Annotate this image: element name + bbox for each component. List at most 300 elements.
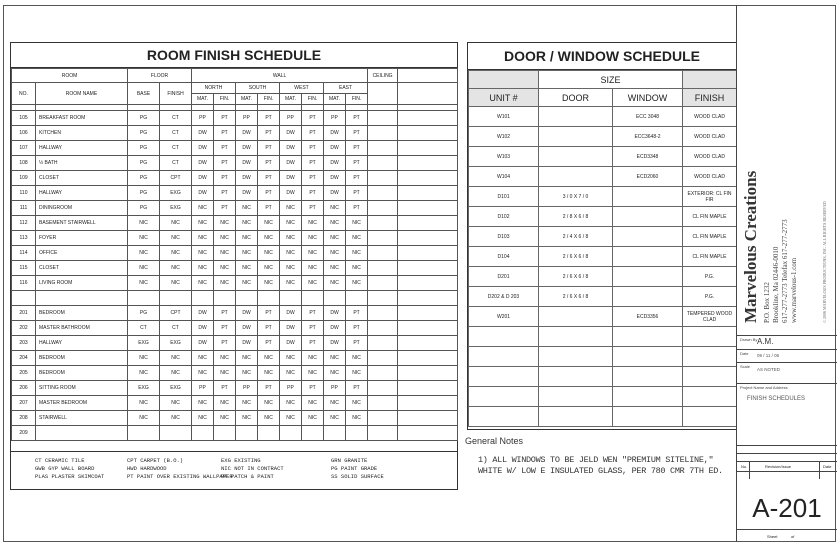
finish-cell: DW <box>236 126 258 141</box>
finish <box>683 387 737 407</box>
finish-cell: PT <box>346 186 368 201</box>
abbreviation-legend <box>11 451 457 489</box>
finish-cell: NIC <box>160 351 192 366</box>
finish-cell: PT <box>214 126 236 141</box>
room-number: 112 <box>12 216 36 231</box>
header-fin: FIN. <box>214 94 236 105</box>
finish-cell: NIC <box>214 246 236 261</box>
revision-header: No. Revision/Issue Date <box>737 461 837 472</box>
finish-cell <box>258 291 280 306</box>
finish-cell: CPT <box>160 171 192 186</box>
room-name: DININGROOM <box>36 201 128 216</box>
table-row <box>469 287 737 307</box>
finish-cell: PT <box>258 171 280 186</box>
header-door: DOOR <box>539 89 613 107</box>
finish-cell: DW <box>192 336 214 351</box>
finish-cell: NIC <box>192 366 214 381</box>
finish-cell: DW <box>280 306 302 321</box>
legend-col-2: CPT CARPET (B.O.) HWD HARDWOOD PT PAINT OVER EXISTING WALLPAPER <box>127 457 233 480</box>
table-row <box>469 227 737 247</box>
table-row <box>469 307 737 327</box>
finish-cell: NIC <box>128 216 160 231</box>
finish-cell: DW <box>324 141 346 156</box>
table-row <box>12 426 458 441</box>
finish-cell: NIC <box>128 276 160 291</box>
finish-cell: NIC <box>302 411 324 426</box>
finish-cell: NIC <box>324 276 346 291</box>
finish-cell: NIC <box>160 411 192 426</box>
finish-cell: NIC <box>258 396 280 411</box>
header-south: SOUTH <box>236 83 280 94</box>
room-number: 209 <box>12 426 36 441</box>
finish-cell: NIC <box>324 201 346 216</box>
finish-cell: EXG <box>160 336 192 351</box>
finish-cell: NIC <box>280 411 302 426</box>
finish-cell: DW <box>192 171 214 186</box>
finish-cell: PT <box>258 336 280 351</box>
finish-cell: NIC <box>128 246 160 261</box>
finish-cell <box>160 426 192 441</box>
finish-cell <box>280 291 302 306</box>
finish-cell: DW <box>280 156 302 171</box>
room-name <box>36 426 128 441</box>
unit-number <box>469 367 539 387</box>
finish-cell: NIC <box>280 396 302 411</box>
finish: P.G. <box>683 287 737 307</box>
unit-number: W101 <box>469 107 539 127</box>
table-row <box>469 187 737 207</box>
finish-cell: PT <box>346 111 368 126</box>
table-row <box>469 387 737 407</box>
finish-cell: NIC <box>192 231 214 246</box>
finish-cell <box>192 426 214 441</box>
unit-number: D202 & D 203 <box>469 287 539 307</box>
room-number: 108 <box>12 156 36 171</box>
finish-cell <box>236 426 258 441</box>
finish-cell: NIC <box>346 396 368 411</box>
room-name: LIVING ROOM <box>36 276 128 291</box>
finish-cell <box>128 291 160 306</box>
finish-cell: DW <box>324 336 346 351</box>
finish-cell: DW <box>192 186 214 201</box>
project-row: Project Name and Address FINISH SCHEDULES <box>737 383 837 446</box>
finish-cell: PT <box>302 381 324 396</box>
finish-cell: NIC <box>346 231 368 246</box>
finish-cell: DW <box>280 171 302 186</box>
finish-cell: NIC <box>160 366 192 381</box>
finish-cell: NIC <box>192 396 214 411</box>
finish-cell: PT <box>258 321 280 336</box>
finish-cell: NIC <box>302 246 324 261</box>
finish-cell: NIC <box>128 396 160 411</box>
table-row <box>12 156 458 171</box>
table-row <box>12 216 458 231</box>
table-row <box>469 247 737 267</box>
window-size: ECD3356 <box>613 307 683 327</box>
project-name: FINISH SCHEDULES <box>747 396 806 402</box>
finish-cell: DW <box>236 171 258 186</box>
finish-cell: NIC <box>128 351 160 366</box>
header-no: NO. <box>12 83 36 105</box>
table-row <box>12 126 458 141</box>
finish-cell <box>324 426 346 441</box>
finish-cell: PT <box>302 201 324 216</box>
drawn-by-row: Drawn By A.M. <box>737 335 837 350</box>
door-size: 2 / 4 X 6 / 8 <box>539 227 613 247</box>
finish-cell: NIC <box>258 351 280 366</box>
finish-cell: NIC <box>128 411 160 426</box>
finish-cell: PT <box>214 306 236 321</box>
finish-cell: PT <box>346 171 368 186</box>
finish <box>683 407 737 427</box>
finish-cell: NIC <box>258 276 280 291</box>
header-size: SIZE <box>539 71 683 89</box>
header-mat: MAT. <box>280 94 302 105</box>
finish <box>683 367 737 387</box>
finish-cell: NIC <box>128 231 160 246</box>
finish-cell: NIC <box>302 231 324 246</box>
table-row <box>469 107 737 127</box>
finish-cell: DW <box>324 171 346 186</box>
general-notes <box>478 455 723 477</box>
finish-cell: PT <box>258 156 280 171</box>
finish-cell: PT <box>258 381 280 396</box>
finish-cell: NIC <box>214 216 236 231</box>
finish-cell: NIC <box>214 261 236 276</box>
table-row <box>12 306 458 321</box>
door-size <box>539 167 613 187</box>
finish-cell: PT <box>214 201 236 216</box>
finish-cell: EXG <box>128 336 160 351</box>
room-number: 115 <box>12 261 36 276</box>
header-west: WEST <box>280 83 324 94</box>
finish-cell: DW <box>236 321 258 336</box>
finish-cell: PG <box>128 306 160 321</box>
legend-col-4: GRN GRANITE PG PAINT GRADE SS SOLID SURFACE <box>331 457 384 480</box>
unit-number: D103 <box>469 227 539 247</box>
room-name: BEDROOM <box>36 306 128 321</box>
finish-cell: PP <box>236 381 258 396</box>
finish-cell: NIC <box>280 261 302 276</box>
finish-cell: EXG <box>160 381 192 396</box>
table-row <box>12 261 458 276</box>
finish-cell: CT <box>160 111 192 126</box>
room-name: CLOSET <box>36 171 128 186</box>
header-mat: MAT. <box>324 94 346 105</box>
finish-cell: NIC <box>302 351 324 366</box>
header-east: EAST <box>324 83 368 94</box>
finish: CL FIN MAPLE <box>683 207 737 227</box>
unit-number: D104 <box>469 247 539 267</box>
door-size <box>539 307 613 327</box>
finish-cell: PG <box>128 141 160 156</box>
finish-cell: DW <box>280 336 302 351</box>
finish-cell: NIC <box>192 351 214 366</box>
header-fin: FIN. <box>258 94 280 105</box>
group-ceiling: CEILING <box>368 69 398 83</box>
header-mat: MAT. <box>192 94 214 105</box>
room-number: 116 <box>12 276 36 291</box>
finish-cell: NIC <box>346 246 368 261</box>
table-row <box>12 171 458 186</box>
table-row <box>12 411 458 426</box>
room-name <box>36 291 128 306</box>
window-size <box>613 287 683 307</box>
table-row <box>12 366 458 381</box>
finish-cell: DW <box>280 141 302 156</box>
finish-cell <box>214 426 236 441</box>
room-number: 106 <box>12 126 36 141</box>
company-website: www.marvelous-1.com <box>790 257 798 323</box>
finish-cell <box>160 291 192 306</box>
finish-cell <box>324 291 346 306</box>
finish: EXTERIOR: CL FIN FIR <box>683 187 737 207</box>
room-name: BEDROOM <box>36 366 128 381</box>
finish: P.G. <box>683 267 737 287</box>
finish-cell: NIC <box>160 276 192 291</box>
door-size <box>539 367 613 387</box>
room-number: 206 <box>12 381 36 396</box>
room-name: BREAKFAST ROOM <box>36 111 128 126</box>
table-row <box>469 267 737 287</box>
finish-cell <box>192 291 214 306</box>
table-row <box>12 381 458 396</box>
finish-cell: DW <box>236 186 258 201</box>
door-window-schedule <box>467 42 737 430</box>
finish-cell: PT <box>346 156 368 171</box>
finish: WOOD CLAD <box>683 167 737 187</box>
finish-cell: PP <box>192 111 214 126</box>
finish-cell: PT <box>346 321 368 336</box>
finish-cell: DW <box>192 306 214 321</box>
finish-cell: NIC <box>236 351 258 366</box>
finish-cell: PT <box>302 111 324 126</box>
header-base: BASE <box>128 83 160 105</box>
finish-cell: NIC <box>280 366 302 381</box>
finish-cell: NIC <box>258 366 280 381</box>
unit-number: D102 <box>469 207 539 227</box>
room-schedule-title: ROOM FINISH SCHEDULE <box>11 43 457 68</box>
finish-cell: NIC <box>192 216 214 231</box>
finish-cell: NIC <box>302 276 324 291</box>
door-size <box>539 327 613 347</box>
header-room-name: ROOM NAME <box>36 83 128 105</box>
finish-cell: DW <box>280 186 302 201</box>
unit-number: W103 <box>469 147 539 167</box>
finish <box>683 347 737 367</box>
door-size: 2 / 8 X 6 / 8 <box>539 207 613 227</box>
finish-cell: NIC <box>280 231 302 246</box>
finish-cell: CT <box>160 126 192 141</box>
sheet-number: A-201 <box>752 493 822 523</box>
company-block <box>737 5 837 336</box>
room-name: BASEMENT STAIRWELL <box>36 216 128 231</box>
unit-number <box>469 347 539 367</box>
room-number: 203 <box>12 336 36 351</box>
finish-cell: CT <box>160 321 192 336</box>
door-schedule-title: DOOR / WINDOW SCHEDULE <box>468 43 736 70</box>
finish-cell: PT <box>214 111 236 126</box>
window-size <box>613 187 683 207</box>
finish-cell: PP <box>236 111 258 126</box>
room-name: KITCHEN <box>36 126 128 141</box>
finish: WOOD CLAD <box>683 147 737 167</box>
finish-cell: PT <box>302 156 324 171</box>
company-address-1: P.O. Box 1232 <box>763 282 771 323</box>
table-row <box>469 347 737 367</box>
note-line: WHITE W/ LOW E INSULATED GLASS, PER 780 CMR 7TH ED. <box>478 466 723 476</box>
window-size: ECC 3048 <box>613 107 683 127</box>
finish-cell: CT <box>160 141 192 156</box>
unit-number: W104 <box>469 167 539 187</box>
finish-cell: PT <box>258 201 280 216</box>
finish-cell: PT <box>258 111 280 126</box>
door-size: 3 / 0 X 7 / 0 <box>539 187 613 207</box>
finish-cell: DW <box>324 156 346 171</box>
finish-cell: NIC <box>280 201 302 216</box>
finish-cell: NIC <box>302 216 324 231</box>
room-number: 114 <box>12 246 36 261</box>
room-number: 105 <box>12 111 36 126</box>
finish-cell: NIC <box>160 231 192 246</box>
table-row <box>12 321 458 336</box>
finish: CL FIN MAPLE <box>683 247 737 267</box>
finish-cell: PT <box>258 141 280 156</box>
finish-cell: PG <box>128 201 160 216</box>
room-name: HALLWAY <box>36 186 128 201</box>
header-unit: UNIT # <box>469 89 539 107</box>
finish-cell: NIC <box>214 231 236 246</box>
finish-cell: NIC <box>258 261 280 276</box>
finish-cell: DW <box>236 306 258 321</box>
finish: TEMPERED WOOD CLAD <box>683 307 737 327</box>
title-block <box>736 5 837 542</box>
finish-cell: NIC <box>214 276 236 291</box>
table-row <box>469 207 737 227</box>
finish-cell: PT <box>214 321 236 336</box>
finish-cell: PT <box>214 186 236 201</box>
company-address-2: Brookline, Ma 02446-0010 <box>772 246 780 323</box>
room-number: 207 <box>12 396 36 411</box>
finish-cell: PT <box>214 381 236 396</box>
finish-cell <box>236 291 258 306</box>
finish-cell: NIC <box>346 276 368 291</box>
finish-cell: PT <box>214 336 236 351</box>
table-row <box>12 276 458 291</box>
group-room: ROOM <box>12 69 128 83</box>
finish-cell: NIC <box>324 261 346 276</box>
header-window: WINDOW <box>613 89 683 107</box>
door-window-table <box>468 70 737 427</box>
header-mat: MAT. <box>236 94 258 105</box>
finish-cell: CT <box>160 156 192 171</box>
finish-cell: NIC <box>324 231 346 246</box>
finish-cell: NIC <box>324 366 346 381</box>
finish-cell: PG <box>128 171 160 186</box>
finish-cell: NIC <box>324 216 346 231</box>
table-row <box>12 111 458 126</box>
finish-cell <box>214 291 236 306</box>
window-size: ECD2060 <box>613 167 683 187</box>
finish-cell: NIC <box>236 201 258 216</box>
finish-cell <box>280 426 302 441</box>
unit-number: W102 <box>469 127 539 147</box>
finish-cell: NIC <box>236 216 258 231</box>
finish-cell: PT <box>258 126 280 141</box>
table-row <box>12 291 458 306</box>
finish-cell: PT <box>214 141 236 156</box>
finish-cell: PG <box>128 126 160 141</box>
finish-cell: PP <box>324 111 346 126</box>
legend-col-1: CT CERAMIC TILE GWB GYP WALL BOARD PLAS PLASTER SKIMCOAT <box>35 457 105 480</box>
door-size: 2 / 6 X 6 / 8 <box>539 287 613 307</box>
finish-cell: NIC <box>280 216 302 231</box>
header-north: NORTH <box>192 83 236 94</box>
finish-cell: PT <box>258 186 280 201</box>
unit-number: D101 <box>469 187 539 207</box>
door-size <box>539 107 613 127</box>
finish-cell <box>302 426 324 441</box>
finish-cell: NIC <box>192 246 214 261</box>
finish-cell: NIC <box>192 261 214 276</box>
room-name: OFFICE <box>36 246 128 261</box>
finish-cell: NIC <box>236 231 258 246</box>
finish-cell: DW <box>324 321 346 336</box>
finish-cell: DW <box>324 126 346 141</box>
finish-cell: PT <box>346 336 368 351</box>
finish-cell: DW <box>192 321 214 336</box>
group-wall: WALL <box>192 69 368 83</box>
finish-cell: NIC <box>280 246 302 261</box>
window-size <box>613 227 683 247</box>
table-row <box>12 231 458 246</box>
finish-cell: EXG <box>128 381 160 396</box>
drawn-by: A.M. <box>757 337 774 346</box>
finish-cell: NIC <box>280 351 302 366</box>
finish-cell: PP <box>280 111 302 126</box>
copyright: © 2006 MARVELOUS PRODUCTIONS, INC. ALL RIGHTS RESERVED <box>822 201 827 323</box>
window-size <box>613 407 683 427</box>
room-number: 109 <box>12 171 36 186</box>
finish-cell: NIC <box>302 366 324 381</box>
finish-cell: NIC <box>160 246 192 261</box>
table-row <box>12 141 458 156</box>
window-size <box>613 347 683 367</box>
finish-cell: NIC <box>302 261 324 276</box>
header-fin: FIN. <box>302 94 324 105</box>
table-row <box>12 246 458 261</box>
finish-cell: NIC <box>236 246 258 261</box>
finish-cell: PG <box>128 156 160 171</box>
finish-cell: PP <box>324 381 346 396</box>
finish-cell: PT <box>214 171 236 186</box>
finish-cell: NIC <box>324 396 346 411</box>
door-size <box>539 347 613 367</box>
finish-cell: DW <box>324 306 346 321</box>
window-size <box>613 367 683 387</box>
finish-cell: PT <box>346 381 368 396</box>
finish-cell: DW <box>324 186 346 201</box>
room-finish-schedule <box>10 42 458 490</box>
finish-cell: NIC <box>258 231 280 246</box>
room-name: HALLWAY <box>36 141 128 156</box>
unit-number <box>469 327 539 347</box>
finish-cell: NIC <box>302 396 324 411</box>
finish-cell: NIC <box>214 396 236 411</box>
unit-number <box>469 387 539 407</box>
table-row <box>12 351 458 366</box>
finish-cell: PT <box>346 126 368 141</box>
